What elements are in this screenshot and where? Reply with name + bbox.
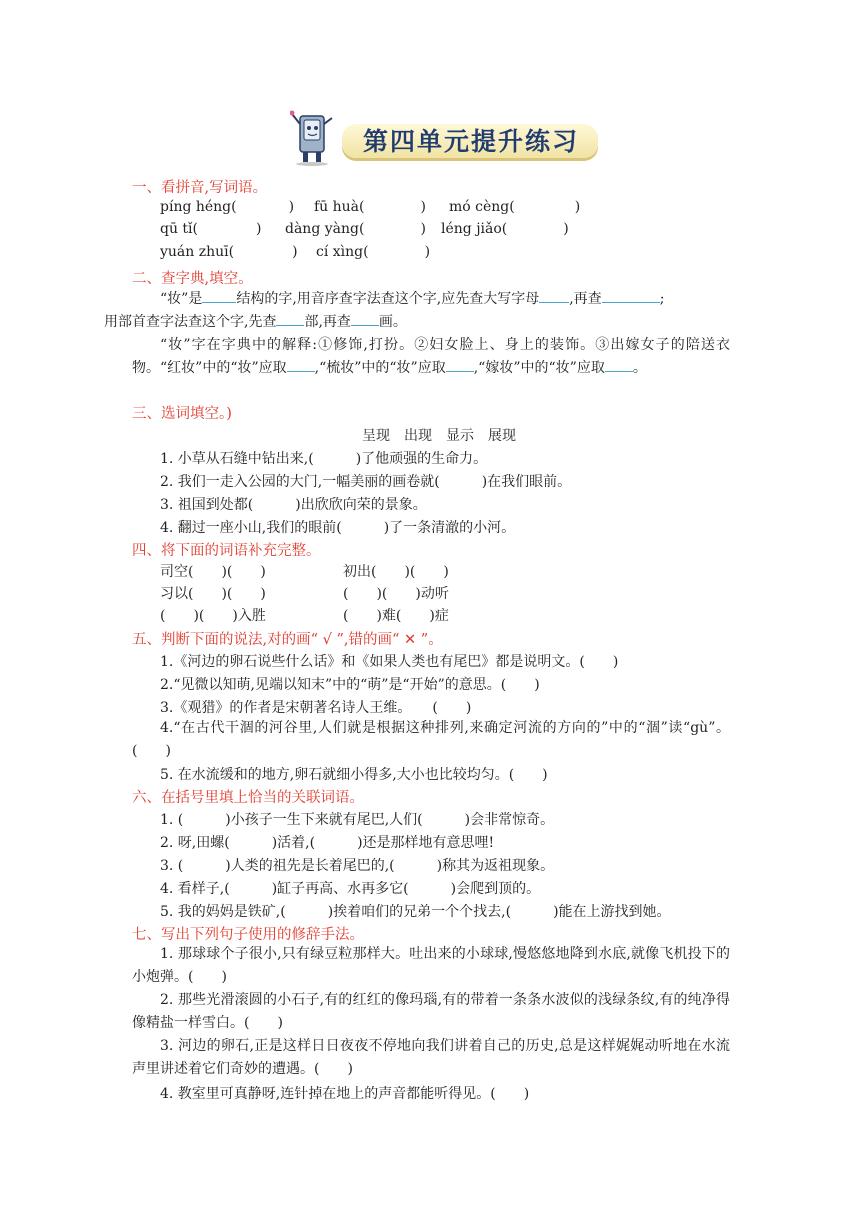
idiom-2: 初出( )( ) [343,564,449,580]
blank-jiazhuang[interactable] [605,358,633,372]
s6-item-5: 5. 我的妈妈是铁矿,( )挨着咱们的兄弟一个个找去,( )能在上游找到她。 [160,904,671,920]
s6-item-4: 4. 看样子,( )缸子再高、水再多它( )会爬到顶的。 [160,881,541,897]
s5-item-4: 4.“在古代干涸的河谷里,人们就是根据这种排列,来确定河流的方向的”中的“涸”读“gù”。( ) [132,720,730,759]
title-banner [290,108,610,166]
idiom-5: ( )( )入胜 [160,608,266,624]
section-7-heading: 七、写出下列句子使用的修辞手法。 [132,927,364,943]
idiom-6: ( )难( )症 [343,608,449,624]
section-2-paragraph-1: “妆”是 结构的字,用音序查字法查这个字,应先查大写字母 ,再查 ; 用部首查字法查这个字,先查 部,再查 画。 [104,291,665,330]
blank-hongzhuang[interactable] [287,358,315,372]
s6-item-2: 2. 呀,田螺( )活着,( )还是那样地有意思哩! [160,835,495,851]
section-6-heading: 六、在括号里填上恰当的关联词语。 [132,790,364,806]
section-3-heading: 三、选词填空。) [132,406,232,422]
pinyin-fu-hua: fū huà( ) [314,199,426,215]
pinyin-ping-heng: píng héng( ) [160,199,295,215]
s5-item-5: 5. 在水流缓和的地方,卵石就细小得多,大小也比较均匀。( ) [160,767,548,783]
s5-item-2: 2.“见微以知萌,见端以知末”中的“萌”是“开始”的意思。( ) [160,677,540,693]
blank-radical[interactable] [276,312,304,326]
section-5-heading: 五、判断下面的说法,对的画“ √ ”,错的画“ ✕ ”。 [132,632,443,648]
s6-item-1: 1. ( )小孩子一生下来就有尾巴,人们( )会非常惊奇。 [160,812,555,828]
section-2-heading: 二、查字典,填空。 [132,271,253,287]
s7-item-1: 1. 那球球个子很小,只有绿豆粒那样大。吐出来的小球球,慢悠悠地降到水底,就像飞机投下的小炮弹。( ) [132,946,730,985]
section-2-paragraph-2: “妆”字在字典中的解释:①修饰,打扮。②妇女脸上、身上的装饰。③出嫁女子的陪送衣物。“红妆”中的“妆”应取 ,“梳妆”中的“妆”应取 ,“嫁妆”中的“妆”应取 。 [132,337,730,376]
s3-item-2: 2. 我们一走入公园的大门,一幅美丽的画卷就( )在我们眼前。 [160,474,572,490]
s5-item-1: 1.《河边的卵石说些什么话》和《如果人类也有尾巴》都是说明文。( ) [160,654,619,670]
idiom-4: ( )( )动听 [343,586,449,602]
word-choices: 呈现 出现 显示 展现 [362,428,516,444]
pinyin-qu-ti: qū tǐ( ) [160,221,262,237]
section-1-heading: 一、看拼音,写词语。 [132,180,268,196]
idiom-1: 司空( )( ) [160,564,266,580]
blank-strokes[interactable] [351,312,379,326]
blank-letter[interactable] [539,289,569,303]
page-title: 第四单元提升练习 [362,127,579,156]
s7-item-3: 3. 河边的卵石,正是这样日日夜夜不停地向我们讲着自己的历史,总是这样娓娓动听地在水流声里讲述着它们奇妙的遭遇。( ) [132,1038,730,1077]
s6-item-3: 3. ( )人类的祖先是长着尾巴的,( )称其为返祖现象。 [160,858,555,874]
blank-shuzhuang[interactable] [446,358,474,372]
pinyin-yuan-zhui: yuán zhuī( ) [160,244,298,260]
s3-item-1: 1. 小草从石缝中钻出来,( )了他顽强的生命力。 [160,451,488,467]
s5-item-3: 3.《观猎》的作者是宋朝著名诗人王维。 ( ) [160,700,472,716]
blank-structure[interactable] [202,289,236,303]
s3-item-3: 3. 祖国到处都( )出欣欣向荣的景象。 [160,497,427,513]
pinyin-leng-jiao: léng jiǎo( ) [441,221,569,237]
pinyin-mo-ceng: mó cèng( ) [449,199,581,215]
pinyin-ci-xing: cí xìng( ) [316,244,431,260]
section-4-heading: 四、将下面的词语补充完整。 [132,543,321,559]
book-mascot-icon [290,108,336,166]
s7-item-4: 4. 教室里可真静呀,连针掉在地上的声音都能听得见。( ) [160,1086,530,1102]
blank-syllable[interactable] [602,289,660,303]
s7-item-2: 2. 那些光滑滚圆的小石子,有的红红的像玛瑙,有的带着一条条水波似的浅绿条纹,有的纯净得像精盐一样雪白。( ) [132,992,730,1031]
idiom-3: 习以( )( ) [160,586,266,602]
s3-item-4: 4. 翻过一座小山,我们的眼前( )了一条清澈的小河。 [160,520,516,536]
pinyin-dang-yang: dàng yàng( ) [285,221,426,237]
